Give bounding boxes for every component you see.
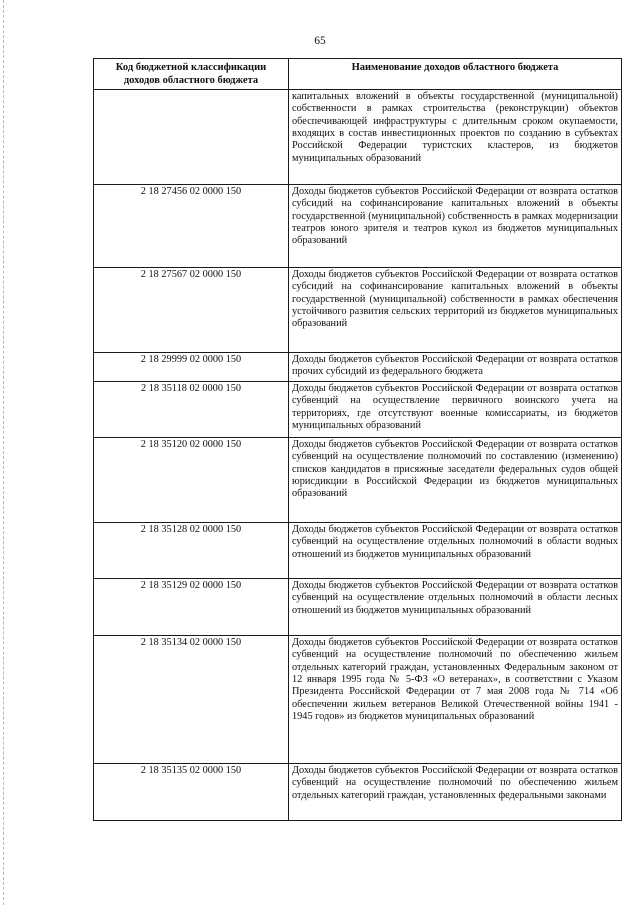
row-name: Доходы бюджетов субъектов Российской Федерации от возврата остатков субвенций на осуществление отдельных полномочий в области водных отношений из бюджетов муниципальных образований	[289, 523, 622, 579]
table-row	[94, 90, 622, 185]
row-code: 2 18 27567 02 0000 150	[94, 268, 289, 353]
row-name: Доходы бюджетов субъектов Российской Федерации от возврата остатков субсидий на софинансирование капитальных вложений в объекты государственной (муниципальной) собственность в рамках модернизации театров юного зрителя и театров кукол из бюджетов муниципальных образований	[289, 185, 622, 268]
code-column-header: Код бюджетной классификации доходов областного бюджета	[94, 59, 289, 90]
row-name: Доходы бюджетов субъектов Российской Федерации от возврата остатков субвенций на осуществление полномочий по обеспечению жильем отдельных категорий граждан, установленных федеральными законами	[289, 764, 622, 821]
row-name: Доходы бюджетов субъектов Российской Федерации от возврата остатков субвенций на осуществление отдельных полномочий в области лесных отношений из бюджетов муниципальных образований	[289, 579, 622, 636]
row-name: Доходы бюджетов субъектов Российской Федерации от возврата остатков прочих субсидий из федерального бюджета	[289, 353, 622, 382]
row-name: Доходы бюджетов субъектов Российской Федерации от возврата остатков субсидий на софинансирование капитальных вложений в объекты государственной (муниципальной) собственности в рамках обеспечения устойчивого развития сельских территорий из бюджетов муниципальных образований	[289, 268, 622, 353]
row-code: 2 18 35128 02 0000 150	[94, 523, 289, 579]
table-row	[94, 185, 622, 268]
budget-classification-table	[93, 58, 622, 821]
table-row	[94, 579, 622, 636]
table-row	[94, 636, 622, 764]
row-code: 2 18 35118 02 0000 150	[94, 382, 289, 438]
table-row	[94, 382, 622, 438]
row-code: 2 18 35135 02 0000 150	[94, 764, 289, 821]
row-code	[94, 90, 289, 185]
row-code: 2 18 27456 02 0000 150	[94, 185, 289, 268]
table-row	[94, 438, 622, 523]
table-row	[94, 523, 622, 579]
row-code: 2 18 35120 02 0000 150	[94, 438, 289, 523]
scan-edge	[3, 0, 5, 905]
row-name: капитальных вложений в объекты государственной (муниципальной) собственности в рамках строительства (реконструкции) объектов обеспечивающей инфраструктуры с длительным сроком окупаемости, входящих в состав инвестиционных проектов по созданию в субъектах Российской Федерации туристских кластеров, из бюджетов муниципальных образований	[289, 90, 622, 185]
table-row	[94, 353, 622, 382]
row-code: 2 18 35129 02 0000 150	[94, 579, 289, 636]
table-row	[94, 764, 622, 821]
row-name: Доходы бюджетов субъектов Российской Федерации от возврата остатков субвенций на осуществление полномочий по обеспечению жильем отдельных категорий граждан, установленных Федеральным законом от 12 января 1995 года № 5-ФЗ «О ветеранах», в соответствии с Указом Президента Российской Федерации от 7 мая 2008 года № 714 «Об обеспечении жильем ветеранов Великой Отечественной войны 1941 - 1945 годов» из бюджетов муниципальных образований	[289, 636, 622, 764]
page-number: 65	[314, 35, 326, 47]
table-row	[94, 268, 622, 353]
row-code: 2 18 35134 02 0000 150	[94, 636, 289, 764]
name-column-header: Наименование доходов областного бюджета	[289, 59, 622, 90]
row-code: 2 18 29999 02 0000 150	[94, 353, 289, 382]
table-header-row	[94, 59, 622, 90]
row-name: Доходы бюджетов субъектов Российской Федерации от возврата остатков субвенций на осуществление первичного воинского учета на территориях, где отсутствуют военные комиссариаты, из бюджетов муниципальных образований	[289, 382, 622, 438]
row-name: Доходы бюджетов субъектов Российской Федерации от возврата остатков субвенций на осуществление полномочий по составлению (изменению) списков кандидатов в присяжные заседатели федеральных судов общей юрисдикции в Российской Федерации из бюджетов муниципальных образований	[289, 438, 622, 523]
